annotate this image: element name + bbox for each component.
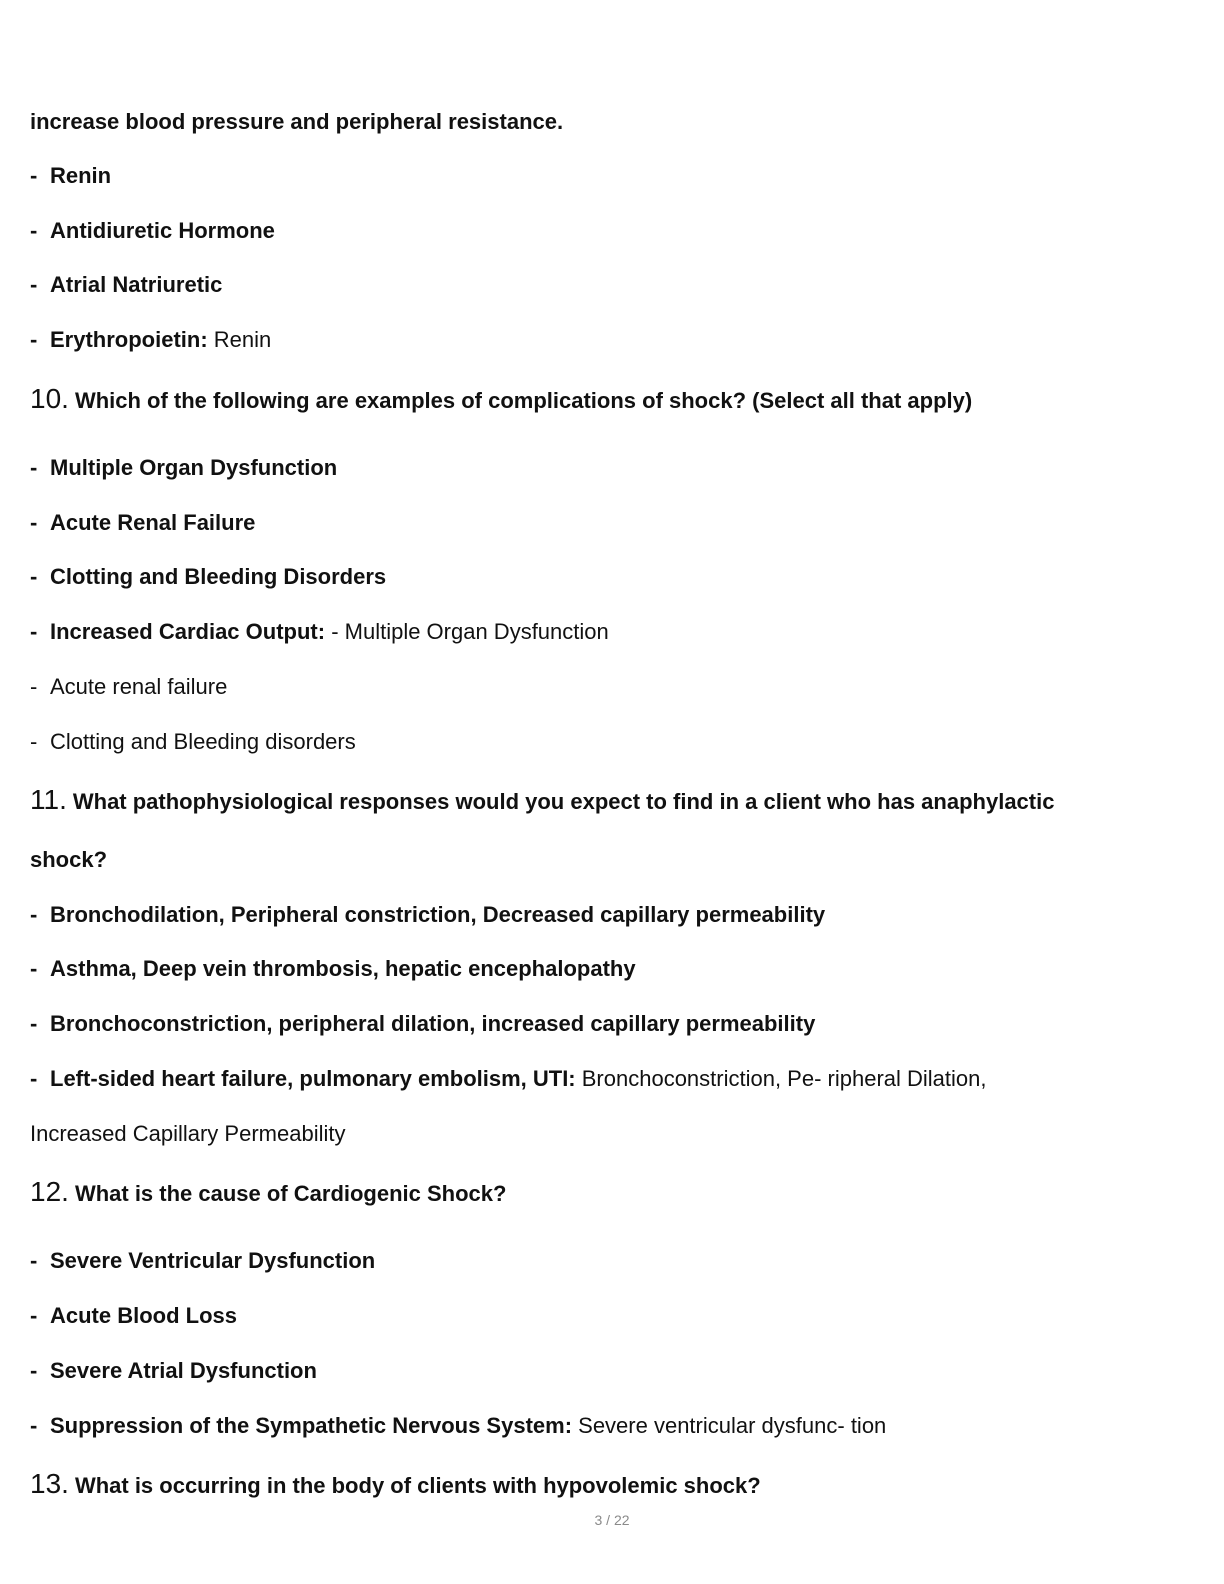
answer-option: [30, 1248, 375, 1274]
question-10: [30, 383, 973, 414]
question-11-continued: [30, 847, 107, 873]
bullet-dash: -: [30, 564, 38, 589]
bullet-dash: -: [30, 1303, 38, 1328]
question-number: 10.: [30, 383, 69, 414]
option-text: Multiple Organ Dysfunction: [50, 455, 338, 480]
answer-option: [30, 564, 386, 590]
text-fragment: increase blood pressure and peripheral resistance.: [30, 109, 564, 134]
option-text: Erythropoietin:: [50, 327, 208, 352]
bullet-dash: -: [30, 902, 38, 927]
answer-text: - Multiple Organ Dysfunction: [325, 619, 609, 644]
bullet-dash: -: [30, 163, 38, 188]
answer-text: Bronchoconstriction, Pe- ripheral Dilation,: [575, 1066, 987, 1091]
question-number: 13.: [30, 1468, 69, 1499]
answer-option: [30, 1066, 987, 1092]
answer-option: [30, 619, 609, 645]
question-11: [30, 784, 1055, 815]
answer-text: Acute renal failure: [50, 674, 228, 699]
bullet-dash: -: [30, 510, 38, 535]
answer-text: Increased Capillary Permeability: [30, 1121, 346, 1146]
option-text: Left-sided heart failure, pulmonary embolism, UTI:: [50, 1066, 576, 1091]
option-text: Severe Atrial Dysfunction: [50, 1358, 317, 1383]
bullet-dash: -: [30, 956, 38, 981]
bullet-dash: -: [30, 1011, 38, 1036]
option-text: Asthma, Deep vein thrombosis, hepatic encephalopathy: [50, 956, 636, 981]
bullet-dash: -: [30, 1066, 38, 1091]
page-indicator: 3 / 22: [594, 1512, 630, 1528]
bullet-dash: -: [30, 1413, 38, 1438]
answer-option: [30, 902, 825, 928]
option-text: Acute Blood Loss: [50, 1303, 238, 1328]
question-12: [30, 1176, 507, 1207]
answer-option: [30, 510, 255, 536]
bullet-dash: -: [30, 327, 38, 352]
bullet-dash: -: [30, 619, 38, 644]
question-number: 11.: [30, 784, 67, 815]
option-text: Bronchoconstriction, peripheral dilation, increased capillary permeability: [50, 1011, 816, 1036]
question-number: 12.: [30, 1176, 69, 1207]
answer-text: Clotting and Bleeding disorders: [50, 729, 356, 754]
option-text: Suppression of the Sympathetic Nervous System:: [50, 1413, 573, 1438]
answer-option: [30, 1303, 237, 1329]
bullet-dash: -: [30, 218, 38, 243]
bullet-dash: -: [30, 455, 38, 480]
answer-line: [30, 729, 356, 755]
answer-option: [30, 1413, 886, 1439]
answer-option: [30, 327, 271, 353]
answer-option: [30, 455, 337, 481]
answer-option: [30, 956, 636, 982]
answer-option: [30, 1011, 815, 1037]
question-text: What is occurring in the body of clients with hypovolemic shock?: [74, 1473, 761, 1498]
option-text: Increased Cardiac Output:: [50, 619, 326, 644]
question-text: What pathophysiological responses would you expect to find in a client who has anaphylactic: [72, 789, 1055, 814]
answer-option: [30, 1358, 317, 1384]
option-text: Antidiuretic Hormone: [50, 218, 275, 243]
bullet-dash: -: [30, 1248, 38, 1273]
bullet-dash: -: [30, 1358, 38, 1383]
option-text: Clotting and Bleeding Disorders: [50, 564, 387, 589]
option-text: Atrial Natriuretic: [50, 272, 223, 297]
answer-text: Severe ventricular dysfunc- tion: [572, 1413, 887, 1438]
question-text: shock?: [30, 847, 108, 872]
answer-line: [30, 1121, 345, 1147]
text-line: [30, 109, 563, 135]
answer-option: [30, 163, 111, 189]
question-13: [30, 1468, 761, 1499]
bullet-dash: -: [30, 272, 38, 297]
question-text: What is the cause of Cardiogenic Shock?: [74, 1181, 507, 1206]
answer-option: [30, 272, 222, 298]
option-text: Bronchodilation, Peripheral constriction, Decreased capillary permeability: [50, 902, 826, 927]
question-text: Which of the following are examples of complications of shock? (Select all that apply): [74, 388, 973, 413]
option-text: Renin: [50, 163, 112, 188]
answer-option: [30, 218, 275, 244]
answer-line: [30, 674, 227, 700]
bullet-dash: -: [30, 674, 38, 699]
bullet-dash: -: [30, 729, 38, 754]
option-text: Acute Renal Failure: [50, 510, 256, 535]
option-text: Severe Ventricular Dysfunction: [50, 1248, 376, 1273]
answer-text: Renin: [207, 327, 272, 352]
